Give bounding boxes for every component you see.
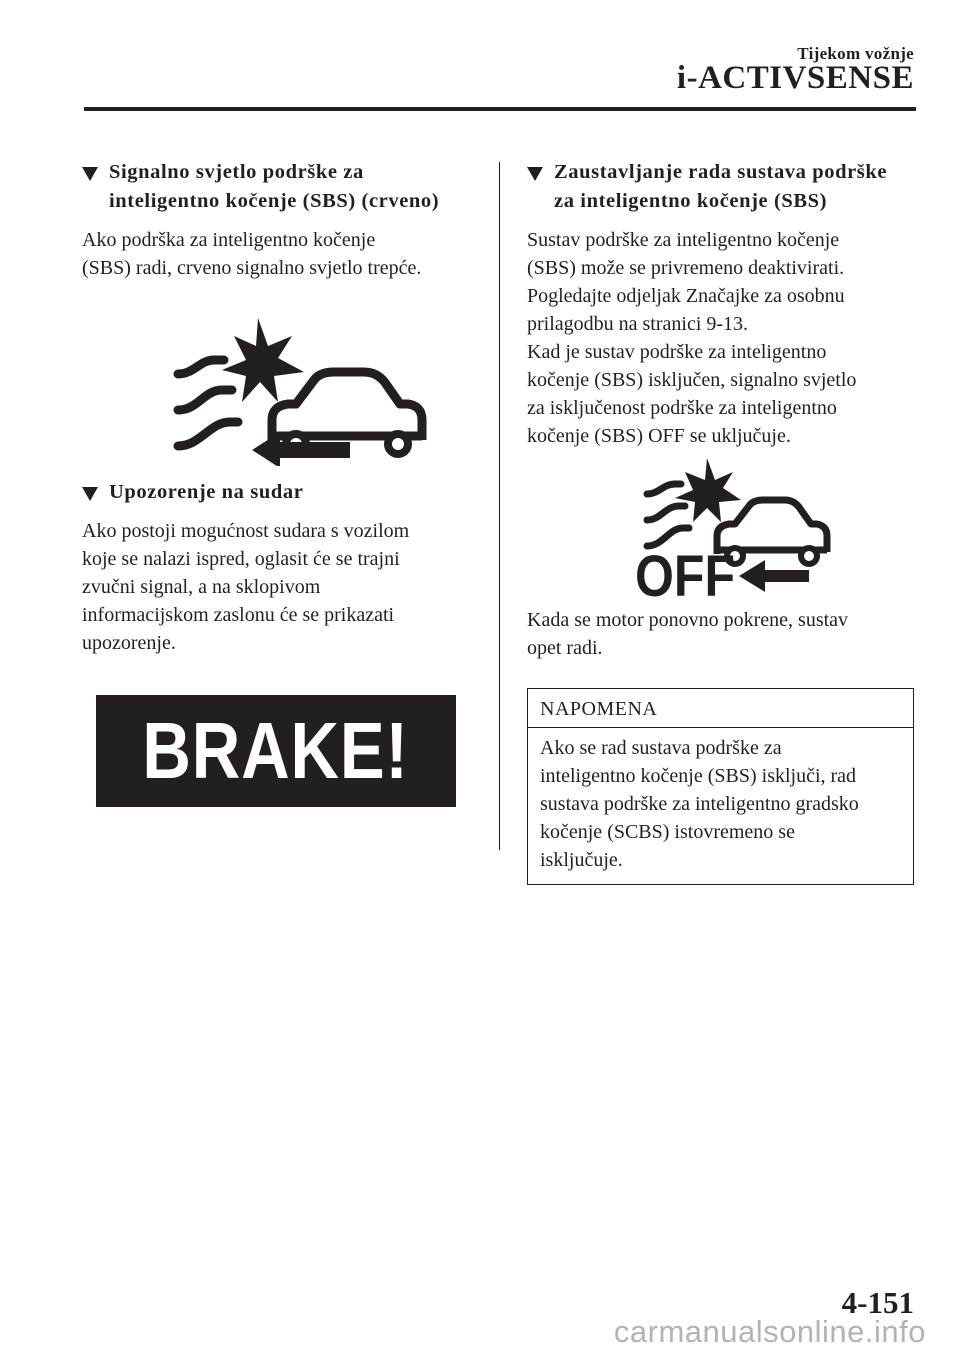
sbs-off-indicator-icon — [527, 458, 919, 600]
text-line: (SBS) radi, crveno signalno svjetlo trepće. — [82, 257, 422, 279]
text-line: kočenje (SBS) OFF se uključuje. — [527, 425, 791, 447]
section-heading-sbs-red — [82, 158, 474, 216]
text-line: inteligentno kočenje (SBS) isključi, rad — [540, 765, 857, 787]
sbs-warning-icon — [82, 294, 474, 466]
text-line: Ako postoji mogućnost sudara s vozilom — [82, 520, 410, 542]
text-line: kočenje (SCBS) istovremeno se — [540, 821, 795, 843]
brake-warning-text: BRAKE! — [142, 706, 410, 795]
note-title: NAPOMENA — [528, 689, 913, 728]
text-line: informacijskom zaslonu će se prikazati — [82, 604, 395, 626]
paragraph-restart — [527, 606, 919, 662]
brake-warning-display — [96, 695, 456, 807]
text-line: upozorenje. — [82, 632, 176, 654]
page-number: 4-151 — [841, 1285, 914, 1320]
text-line: Ako podrška za inteligentno kočenje — [82, 229, 376, 251]
heading-line: za inteligentno kočenje (SBS) — [554, 190, 828, 212]
text-line: isključuje. — [540, 849, 623, 871]
off-label: OFF — [635, 544, 735, 600]
note-box — [527, 688, 914, 885]
heading-line: Upozorenje na sudar — [109, 481, 304, 503]
header-section-label: Tijekom vožnje — [797, 44, 914, 63]
header-title: i-ACTIVSENSE — [676, 60, 914, 96]
right-column — [527, 158, 919, 885]
text-line: Kad je sustav podrške za inteligentno — [527, 341, 827, 363]
note-body — [528, 728, 913, 884]
left-column — [82, 158, 474, 807]
text-line: Pogledajte odjeljak Značajke za osobnu — [527, 285, 845, 307]
watermark: carmanualsonline.info — [613, 1314, 926, 1349]
section-heading-collision-warning — [82, 478, 474, 507]
heading-line: inteligentno kočenje (SBS) (crveno) — [109, 190, 440, 212]
triangle-bullet-icon — [527, 167, 543, 181]
text-line: kočenje (SBS) isključen, signalno svjetlo — [527, 369, 857, 391]
text-line: Ako se rad sustava podrške za — [540, 737, 782, 759]
heading-line: Zaustavljanje rada sustava podrške — [554, 161, 888, 183]
text-line: prilagodbu na stranici 9-13. — [527, 313, 749, 335]
text-line: opet radi. — [527, 637, 603, 659]
paragraph-sbs-red — [82, 226, 474, 282]
triangle-bullet-icon — [82, 167, 98, 181]
text-line: (SBS) može se privremeno deaktivirati. — [527, 257, 845, 279]
heading-line: Signalno svjetlo podrške za — [109, 161, 364, 183]
text-line: Kada se motor ponovno pokrene, sustav — [527, 609, 849, 631]
text-line: sustava podrške za inteligentno gradsko — [540, 793, 859, 815]
text-line: zvučni signal, a na sklopivom — [82, 576, 321, 598]
column-divider — [499, 162, 500, 850]
paragraph-sbs-off — [527, 226, 919, 450]
text-line: za isključenost podrške za inteligentno — [527, 397, 837, 419]
section-heading-sbs-off — [527, 158, 919, 216]
paragraph-collision-warning — [82, 517, 474, 657]
text-line: Sustav podrške za inteligentno kočenje — [527, 229, 840, 251]
header-rule — [84, 107, 916, 111]
text-line: koje se nalazi ispred, oglasit će se trajni — [82, 548, 400, 570]
triangle-bullet-icon — [82, 487, 98, 501]
